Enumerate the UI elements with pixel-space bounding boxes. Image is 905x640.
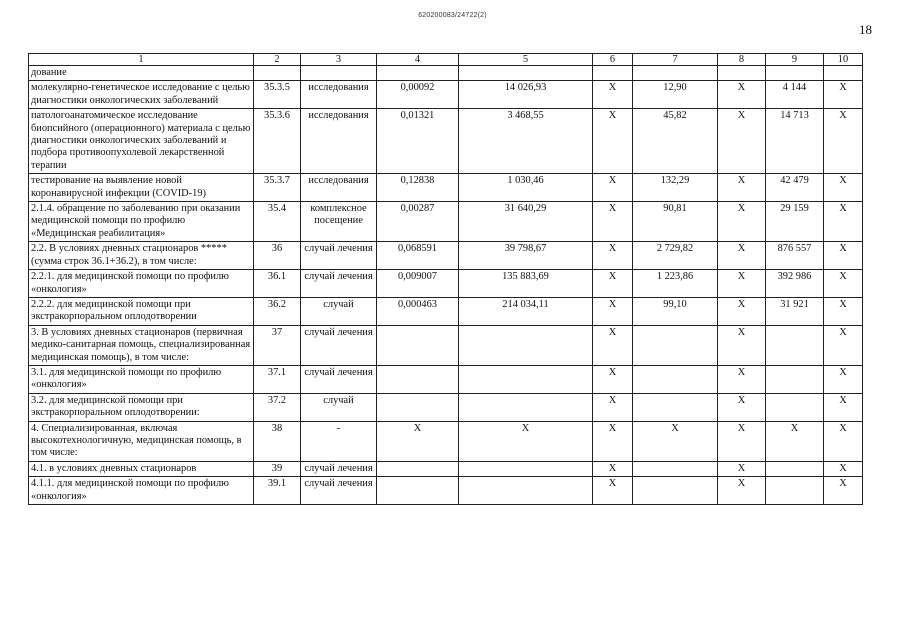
table-cell-col-6: Х bbox=[593, 270, 633, 298]
table-cell-col-9 bbox=[766, 461, 824, 476]
table-cell-col-4 bbox=[377, 477, 459, 505]
table-cell-col-4 bbox=[377, 66, 459, 81]
table-row bbox=[29, 202, 863, 242]
table-cell-col-4 bbox=[377, 325, 459, 365]
table-cell-col-9: 29 159 bbox=[766, 202, 824, 242]
table-cell-col-10: Х bbox=[824, 297, 863, 325]
table-cell-col-7: 45,82 bbox=[633, 109, 718, 174]
table-cell-col-7 bbox=[633, 325, 718, 365]
table-cell-col-7: 1 223,86 bbox=[633, 270, 718, 298]
table-cell-col-4: 0,12838 bbox=[377, 174, 459, 202]
table-cell-col-1: патологоанатомическое исследование биопсийного (операционного) материала с целью диагностики онкологических заболеваний и подбора противоопухолевой лекарственной терапии bbox=[29, 109, 254, 174]
table-cell-col-2: 36.1 bbox=[254, 270, 301, 298]
table-cell-col-8: Х bbox=[718, 109, 766, 174]
table-cell-col-10: Х bbox=[824, 421, 863, 461]
table-cell-col-8: Х bbox=[718, 297, 766, 325]
table-cell-col-6: Х bbox=[593, 297, 633, 325]
table-cell-col-9: 392 986 bbox=[766, 270, 824, 298]
table-cell-col-1: 3.1. для медицинской помощи по профилю «онкология» bbox=[29, 365, 254, 393]
table-cell-col-9: 14 713 bbox=[766, 109, 824, 174]
table-cell-col-7 bbox=[633, 393, 718, 421]
table-cell-col-2: 35.3.7 bbox=[254, 174, 301, 202]
table-cell-col-9 bbox=[766, 365, 824, 393]
table-cell-col-8 bbox=[718, 66, 766, 81]
table-cell-col-8: Х bbox=[718, 202, 766, 242]
table-row bbox=[29, 325, 863, 365]
table-cell-col-2: 35.3.5 bbox=[254, 81, 301, 109]
table-cell-col-6: Х bbox=[593, 461, 633, 476]
table-cell-col-1: 4. Специализированная, включая высокотехнологичную, медицинская помощь, в том числе: bbox=[29, 421, 254, 461]
header-cell-9: 9 bbox=[766, 54, 824, 66]
table-row bbox=[29, 66, 863, 81]
table-cell-col-8: Х bbox=[718, 242, 766, 270]
table-cell-col-3: исследования bbox=[301, 174, 377, 202]
table-cell-col-10: Х bbox=[824, 109, 863, 174]
table-row bbox=[29, 297, 863, 325]
table-cell-col-5: 1 030,46 bbox=[459, 174, 593, 202]
table-cell-col-5: Х bbox=[459, 421, 593, 461]
table-cell-col-8: Х bbox=[718, 174, 766, 202]
table-cell-col-5 bbox=[459, 365, 593, 393]
page-number: 18 bbox=[859, 22, 872, 37]
table-cell-col-2: 37.1 bbox=[254, 365, 301, 393]
table-cell-col-3: - bbox=[301, 421, 377, 461]
document-id: 620200083/24722(2) bbox=[418, 12, 487, 19]
table-cell-col-2: 37 bbox=[254, 325, 301, 365]
table-cell-col-9 bbox=[766, 66, 824, 81]
table-cell-col-9 bbox=[766, 393, 824, 421]
table-cell-col-3: случай лечения bbox=[301, 270, 377, 298]
table-row bbox=[29, 393, 863, 421]
table-cell-col-6: Х bbox=[593, 81, 633, 109]
table-cell-col-10 bbox=[824, 66, 863, 81]
table-row bbox=[29, 270, 863, 298]
table-cell-col-5 bbox=[459, 66, 593, 81]
table-cell-col-5: 135 883,69 bbox=[459, 270, 593, 298]
header-cell-10: 10 bbox=[824, 54, 863, 66]
table-cell-col-9 bbox=[766, 325, 824, 365]
table-cell-col-1: дование bbox=[29, 66, 254, 81]
table-cell-col-8: Х bbox=[718, 81, 766, 109]
table-body bbox=[29, 54, 863, 505]
table-cell-col-2: 35.3.6 bbox=[254, 109, 301, 174]
table-cell-col-7 bbox=[633, 365, 718, 393]
header-cell-4: 4 bbox=[377, 54, 459, 66]
header-cell-3: 3 bbox=[301, 54, 377, 66]
table-cell-col-7: 2 729,82 bbox=[633, 242, 718, 270]
table-cell-col-8: Х bbox=[718, 325, 766, 365]
table-cell-col-7 bbox=[633, 461, 718, 476]
table-cell-col-1: 4.1. в условиях дневных стационаров bbox=[29, 461, 254, 476]
table-cell-col-10: Х bbox=[824, 325, 863, 365]
table-cell-col-10: Х bbox=[824, 270, 863, 298]
table-cell-col-9: 4 144 bbox=[766, 81, 824, 109]
table-cell-col-1: 2.2.2. для медицинской помощи при экстракорпоральном оплодотворении bbox=[29, 297, 254, 325]
data-table bbox=[28, 53, 863, 505]
table-cell-col-1: 3.2. для медицинской помощи при экстракорпоральном оплодотворении: bbox=[29, 393, 254, 421]
table-cell-col-7: 132,29 bbox=[633, 174, 718, 202]
table-row bbox=[29, 365, 863, 393]
table-cell-col-2: 38 bbox=[254, 421, 301, 461]
table-cell-col-3 bbox=[301, 66, 377, 81]
table-cell-col-2: 36.2 bbox=[254, 297, 301, 325]
table-cell-col-7 bbox=[633, 477, 718, 505]
table-cell-col-9: 42 479 bbox=[766, 174, 824, 202]
table-cell-col-6: Х bbox=[593, 421, 633, 461]
table-cell-col-4: 0,009007 bbox=[377, 270, 459, 298]
table-cell-col-3: случай bbox=[301, 297, 377, 325]
table-cell-col-6 bbox=[593, 66, 633, 81]
table-cell-col-6: Х bbox=[593, 202, 633, 242]
table-cell-col-10: Х bbox=[824, 393, 863, 421]
table-row bbox=[29, 461, 863, 476]
table-cell-col-2: 39.1 bbox=[254, 477, 301, 505]
table-cell-col-10: Х bbox=[824, 477, 863, 505]
table-cell-col-8: Х bbox=[718, 365, 766, 393]
table-cell-col-1: 2.2. В условиях дневных стационаров ***** (сумма строк 36.1+36.2), в том числе: bbox=[29, 242, 254, 270]
table-cell-col-3: исследования bbox=[301, 109, 377, 174]
table-cell-col-6: Х bbox=[593, 477, 633, 505]
table-cell-col-4: 0,000463 bbox=[377, 297, 459, 325]
table-cell-col-10: Х bbox=[824, 202, 863, 242]
table-cell-col-4 bbox=[377, 461, 459, 476]
table-row bbox=[29, 421, 863, 461]
table-cell-col-3: случай лечения bbox=[301, 477, 377, 505]
table-cell-col-3: случай лечения bbox=[301, 365, 377, 393]
table-cell-col-7: Х bbox=[633, 421, 718, 461]
table-cell-col-3: исследования bbox=[301, 81, 377, 109]
table-cell-col-7: 12,90 bbox=[633, 81, 718, 109]
table-cell-col-6: Х bbox=[593, 325, 633, 365]
table-cell-col-3: случай лечения bbox=[301, 461, 377, 476]
table-row bbox=[29, 174, 863, 202]
table-row bbox=[29, 242, 863, 270]
table-cell-col-7 bbox=[633, 66, 718, 81]
table-cell-col-3: комплексное посещение bbox=[301, 202, 377, 242]
table-cell-col-5: 14 026,93 bbox=[459, 81, 593, 109]
header-cell-2: 2 bbox=[254, 54, 301, 66]
table-cell-col-10: Х bbox=[824, 242, 863, 270]
table-cell-col-5 bbox=[459, 461, 593, 476]
table-row bbox=[29, 109, 863, 174]
table-cell-col-2 bbox=[254, 66, 301, 81]
table-cell-col-8: Х bbox=[718, 421, 766, 461]
table-cell-col-9: Х bbox=[766, 421, 824, 461]
table-cell-col-9: 31 921 bbox=[766, 297, 824, 325]
table-cell-col-5: 31 640,29 bbox=[459, 202, 593, 242]
table-cell-col-5 bbox=[459, 325, 593, 365]
table-cell-col-5 bbox=[459, 393, 593, 421]
table-cell-col-6: Х bbox=[593, 365, 633, 393]
header-cell-8: 8 bbox=[718, 54, 766, 66]
table-cell-col-5: 39 798,67 bbox=[459, 242, 593, 270]
table-cell-col-4 bbox=[377, 393, 459, 421]
table-cell-col-7: 90,81 bbox=[633, 202, 718, 242]
table-cell-col-1: 2.2.1. для медицинской помощи по профилю «онкология» bbox=[29, 270, 254, 298]
table-cell-col-4: 0,01321 bbox=[377, 109, 459, 174]
table-cell-col-1: 4.1.1. для медицинской помощи по профилю «онкология» bbox=[29, 477, 254, 505]
table-cell-col-1: молекулярно-генетическое исследование с целью диагностики онкологических заболеваний bbox=[29, 81, 254, 109]
header-cell-1: 1 bbox=[29, 54, 254, 66]
table-cell-col-3: случай bbox=[301, 393, 377, 421]
table-cell-col-8: Х bbox=[718, 461, 766, 476]
table-cell-col-3: случай лечения bbox=[301, 325, 377, 365]
table-cell-col-6: Х bbox=[593, 109, 633, 174]
table-cell-col-5: 3 468,55 bbox=[459, 109, 593, 174]
table-cell-col-4: Х bbox=[377, 421, 459, 461]
table-cell-col-4: 0,00092 bbox=[377, 81, 459, 109]
table-cell-col-7: 99,10 bbox=[633, 297, 718, 325]
table-cell-col-4: 0,068591 bbox=[377, 242, 459, 270]
table-cell-col-6: Х bbox=[593, 393, 633, 421]
table-cell-col-4 bbox=[377, 365, 459, 393]
table-cell-col-10: Х bbox=[824, 81, 863, 109]
table-cell-col-9: 876 557 bbox=[766, 242, 824, 270]
table-cell-col-6: Х bbox=[593, 174, 633, 202]
table-header-row bbox=[29, 54, 863, 66]
table-cell-col-8: Х bbox=[718, 393, 766, 421]
table-cell-col-2: 37.2 bbox=[254, 393, 301, 421]
table-cell-col-8: Х bbox=[718, 477, 766, 505]
table-cell-col-1: 3. В условиях дневных стационаров (первичная медико-санитарная помощь, специализированная медицинская помощь), в том числе: bbox=[29, 325, 254, 365]
table-cell-col-10: Х bbox=[824, 461, 863, 476]
header-cell-5: 5 bbox=[459, 54, 593, 66]
table-cell-col-2: 35.4 bbox=[254, 202, 301, 242]
table-cell-col-4: 0,00287 bbox=[377, 202, 459, 242]
table-cell-col-10: Х bbox=[824, 174, 863, 202]
table-row bbox=[29, 477, 863, 505]
table-cell-col-5: 214 034,11 bbox=[459, 297, 593, 325]
table-cell-col-2: 36 bbox=[254, 242, 301, 270]
table-cell-col-5 bbox=[459, 477, 593, 505]
table-cell-col-1: тестирование на выявление новой коронавирусной инфекции (COVID-19) bbox=[29, 174, 254, 202]
header-cell-6: 6 bbox=[593, 54, 633, 66]
table-cell-col-3: случай лечения bbox=[301, 242, 377, 270]
table-cell-col-8: Х bbox=[718, 270, 766, 298]
table-cell-col-6: Х bbox=[593, 242, 633, 270]
table-cell-col-9 bbox=[766, 477, 824, 505]
header-cell-7: 7 bbox=[633, 54, 718, 66]
table-cell-col-10: Х bbox=[824, 365, 863, 393]
table-row bbox=[29, 81, 863, 109]
table-cell-col-2: 39 bbox=[254, 461, 301, 476]
table-cell-col-1: 2.1.4. обращение по заболеванию при оказании медицинской помощи по профилю «Медицинская реабилитация» bbox=[29, 202, 254, 242]
